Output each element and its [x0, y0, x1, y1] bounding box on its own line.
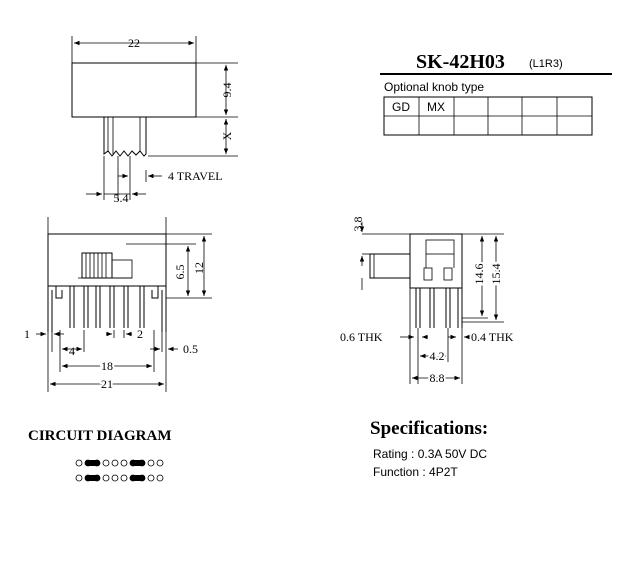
title-block [380, 51, 612, 74]
knob-table-caption: Optional knob type [384, 80, 485, 94]
side-knob [370, 254, 410, 278]
inner-height-label: 14.6 [472, 263, 486, 285]
thk-right-label: 0.4 THK [471, 330, 514, 344]
height-9-4-label: 9.4 [220, 82, 234, 98]
knob-cell-gd: GD [392, 100, 410, 114]
specifications [370, 418, 488, 479]
front-actuator [82, 253, 112, 278]
pin-height-label: 6.5 [173, 264, 187, 280]
thk-left-label: 0.6 THK [340, 330, 383, 344]
dim-21-label: 21 [101, 377, 113, 391]
knob-cell-mx: MX [427, 100, 445, 114]
width-8-8-label: 8.8 [429, 371, 445, 385]
spec-heading: Specifications: [370, 418, 489, 439]
spec-rating: Rating : 0.3A 50V DC [373, 447, 488, 461]
front-view [24, 217, 212, 392]
circuit-left-pole [76, 460, 118, 481]
dim-18-label: 18 [101, 359, 113, 373]
outer-height-label: 15.4 [489, 263, 503, 285]
part-number: SK-42H03 [416, 51, 505, 73]
travel-label: 4 TRAVEL [168, 169, 223, 183]
knob-type-table [384, 80, 592, 135]
circuit-diagram [28, 428, 171, 481]
circuit-heading: CIRCUIT DIAGRAM [28, 428, 172, 444]
circuit-right-pole [121, 460, 163, 481]
front-pins [70, 286, 144, 328]
pitch-label: 4.2 [429, 349, 445, 363]
spec-function: Function : 4P2T [373, 465, 458, 479]
top-view [72, 36, 238, 205]
width-22-label: 22 [128, 36, 140, 50]
part-suffix: (L1R3) [529, 58, 563, 70]
knob-height-label: 3.8 [351, 216, 365, 232]
top-body-outline [72, 63, 196, 117]
knob-x-label: X [220, 131, 234, 141]
body-height-label: 12 [192, 262, 206, 274]
knob-width-label: 5.4 [113, 191, 129, 205]
side-view [340, 217, 514, 386]
dim-4-label: 4 [69, 344, 75, 358]
dim-2-label: 2 [137, 327, 143, 341]
dim-0-5-label: 0.5 [183, 342, 198, 356]
dim-1-label: 1 [24, 327, 30, 341]
